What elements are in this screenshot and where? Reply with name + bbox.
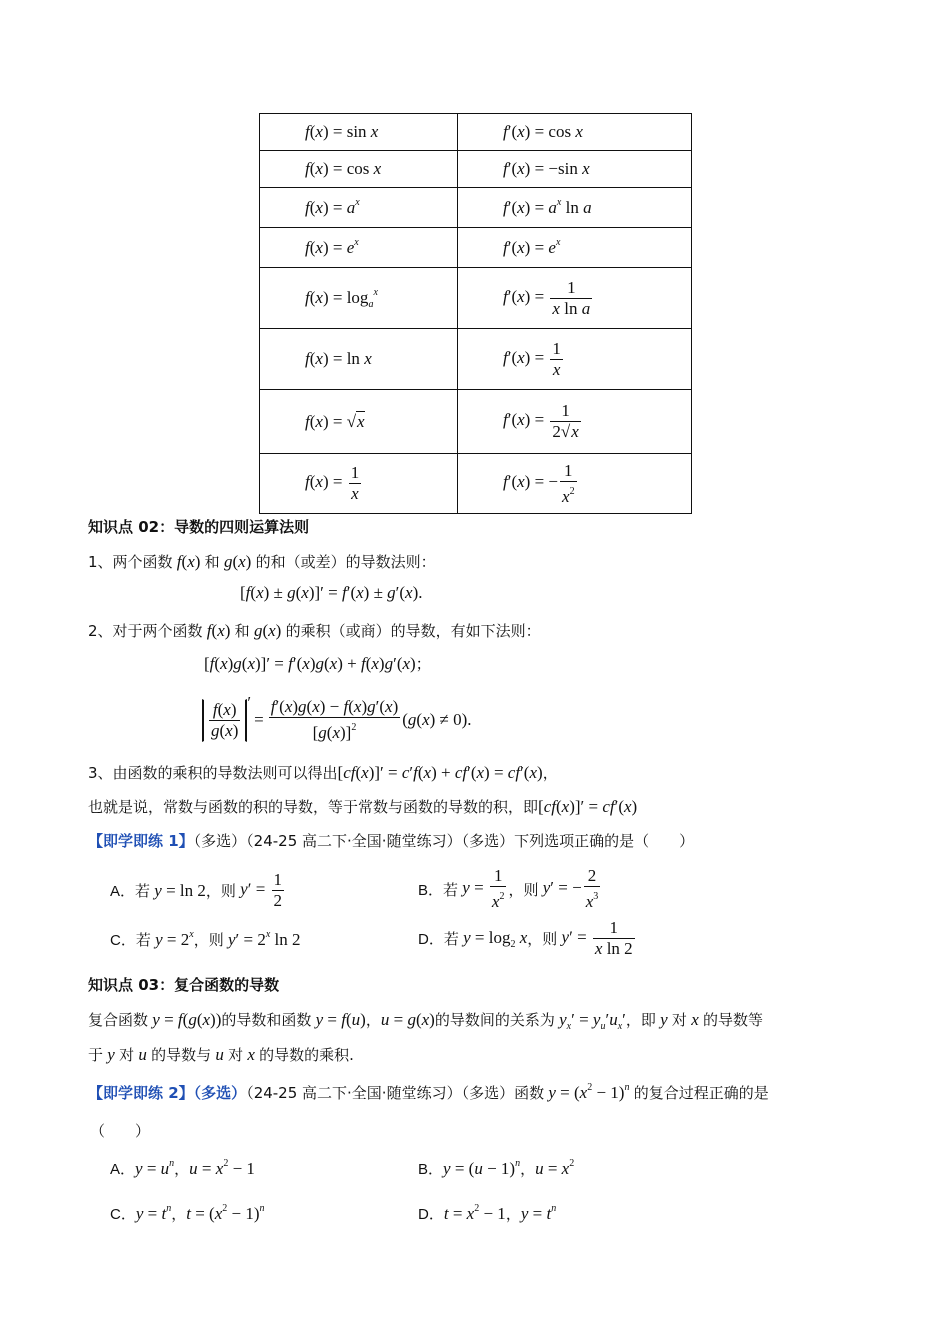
- option-a-ruo: 若: [135, 882, 151, 900]
- table-row: [260, 228, 692, 268]
- product-rule-formula: [f(x)g(x)]′ = f′(x)g(x) + f(x)g′(x)；: [204, 654, 431, 673]
- exercise-2-stem: （24-25 高二下·全国·随堂练习）（多选）函数: [246, 1084, 545, 1102]
- option-c-ze: 则: [208, 931, 224, 949]
- table-cell-function: f(x) = $\frac{1}{x}$: [260, 454, 458, 514]
- table-row: [260, 329, 692, 390]
- ex2-option-b[interactable]: B．$y = (u - 1)^n$，$u = x^2$: [418, 1158, 575, 1178]
- kp02-item2-text-b: 的乘积（或商）的导数，有如下法则：: [285, 622, 541, 640]
- kp02-item2-text-a: 2、对于两个函数: [88, 622, 203, 640]
- table-cell-derivative: f′(x) = $\frac{1}{x}$: [458, 329, 692, 390]
- kp03-heading: 知识点 03：复合函数的导数: [88, 976, 280, 994]
- kp02-item2: 2、对于两个函数 f(x) 和 g(x) 的乘积（或商）的导数，有如下法则：: [88, 621, 541, 640]
- table-cell-function: $f(x) = e^x$: [260, 228, 458, 268]
- option-a-ze: 则: [220, 882, 236, 900]
- kp02-item3-cont-text: 也就是说，常数与函数的积的导数，等于常数与函数的导数的积，即: [88, 798, 539, 816]
- quotient-rule-formula: $\frac{f(x)}{g(x)}$ ′ = $\frac{f'(x)g(x) - f(x)g'(x)}{[g(x)]^2}$ ( g ( x ) ≠ 0) .: [202, 697, 472, 743]
- exercise-2-answer-paren: （ ）: [90, 1122, 151, 1140]
- option-b-label: B．: [418, 881, 444, 899]
- option-c-label: C．: [110, 932, 136, 949]
- kp03-text-10: 对: [228, 1046, 244, 1064]
- table-cell-function: f(x) = cos x: [260, 151, 458, 188]
- kp02-item1-text-a: 1、两个函数: [88, 553, 173, 571]
- sum-rule-period: .: [418, 583, 423, 602]
- ex1-option-a[interactable]: A． 若 y = ln 2 ， 则 y′ = $\frac{1}{2}$: [110, 870, 283, 910]
- kp03-text-9: 的导数与: [151, 1046, 212, 1064]
- kp03-text-4: ，即: [625, 1011, 656, 1029]
- kp02-item3-comma: ，: [542, 764, 558, 782]
- derivative-table: [259, 113, 692, 514]
- ex2-option-a-label: A．: [110, 1161, 136, 1178]
- option-c-ruo: 若: [135, 931, 151, 949]
- table-row: [260, 390, 692, 454]
- table-cell-derivative: f′(x) = −sin x: [458, 151, 692, 188]
- kp02-item1-text-b: 的和（或差）的导数法则：: [255, 553, 436, 571]
- ex2-option-a[interactable]: A．$y = u^n$，$u = x^2 - 1$: [110, 1158, 255, 1178]
- ex2-option-d[interactable]: D．$t = x^2 - 1$，$y = t^n$: [418, 1203, 557, 1223]
- table-row: [260, 114, 692, 151]
- ex1-option-c[interactable]: C． 若 $y = 2^x$ ， 则 $y' = 2^x$ ln 2: [110, 929, 301, 949]
- ex2-option-b-label: B．: [418, 1161, 444, 1178]
- option-d-ruo: 若: [443, 930, 459, 948]
- exercise-2-tag: 【即学即练 2】: [88, 1084, 194, 1102]
- exercise-2-tag-multi: （多选）: [193, 1084, 247, 1102]
- kp03-line2: 于 y 对 u 的导数与 u 对 x 的导数的乘积.: [88, 1045, 354, 1064]
- table-cell-function: $f(x) = \log_a^x$: [260, 268, 458, 329]
- kp02-item3: 3、由函数的乘积的导数法则可以得出[cf(x)]′ = c′f(x) + cf′(x) = cf′(x)，: [88, 763, 558, 782]
- exercise-2-stem-tail: 的复合过程正确的是: [633, 1084, 769, 1102]
- option-d-ze: 则: [542, 930, 558, 948]
- kp03-text-11: 的导数的乘积.: [259, 1046, 354, 1064]
- table-cell-function: f(x) = ln x: [260, 329, 458, 390]
- kp02-item1-and: 和: [204, 553, 220, 571]
- exercise-2-header: 【即学即练 2】（多选）（24-25 高二下·全国·随堂练习）（多选）函数 $y = (x^2 - 1)^n$ 的复合过程正确的是: [88, 1082, 769, 1102]
- quotient-rule-period: .: [467, 710, 472, 729]
- kp03-line1: 复合函数 y = f(g(x))的导数和函数 y = f(u)，u = g(x)的导数间的关系为 $y_x' = y_u'u_x'$，即 y 对 x 的导数等: [88, 1010, 763, 1032]
- table-row: [260, 268, 692, 329]
- table-cell-derivative: f′(x) = $\frac{1}{2√x}$: [458, 390, 692, 454]
- table-cell-function: f(x) = √x: [260, 390, 458, 454]
- table-row: [260, 151, 692, 188]
- table-cell-derivative: f′(x) = $\frac{1}{\text{x ln a}}$: [458, 268, 692, 329]
- ex2-option-c[interactable]: C．$y = t^n$，$t = (x^2 - 1)^n$: [110, 1203, 265, 1223]
- exercise-1-tag: 【即学即练 1】: [88, 832, 194, 850]
- kp02-item1: 1、两个函数 f(x) 和 g(x) 的和（或差）的导数法则：: [88, 552, 436, 571]
- table-cell-derivative: $f'(x) = e^x$: [458, 228, 692, 268]
- product-rule-semicolon: ；: [415, 655, 431, 673]
- table-cell-derivative: f′(x) = − $\frac{1}{x^2}$: [458, 454, 692, 514]
- kp03-text-6: 的导数等: [702, 1011, 763, 1029]
- table-row: [260, 188, 692, 228]
- kp02-item3-cont: 也就是说，常数与函数的积的导数，等于常数与函数的导数的积，即[cf(x)]′ = cf′(x): [88, 797, 638, 816]
- kp02-item2-and: 和: [234, 622, 250, 640]
- sum-rule-formula: [f(x) ± g(x)]′ = f′(x) ± g′(x).: [240, 583, 423, 602]
- table-cell-derivative: $f'(x) = a^x$ ln a: [458, 188, 692, 228]
- table-cell-function: $f(x) = a^x$: [260, 188, 458, 228]
- kp03-text-1: 复合函数: [88, 1011, 149, 1029]
- table-cell-function: f(x) = sin x: [260, 114, 458, 151]
- kp02-item3-text: 3、由函数的乘积的导数法则可以得出: [88, 764, 338, 782]
- exercise-1-stem: （多选）（24-25 高二下·全国·随堂练习）（多选）下列选项正确的是（ ）: [193, 832, 695, 850]
- option-a-label: A．: [110, 883, 136, 900]
- kp02-heading: 知识点 02：导数的四则运算法则: [88, 518, 310, 536]
- exercise-1-header: [88, 830, 694, 851]
- kp03-text-3: 的导数间的关系为: [434, 1011, 555, 1029]
- ex1-option-d[interactable]: D． 若 $y = \log_2 x$ ， 则 y′ = $\frac{1}{\text{x ln 2}}$: [418, 918, 633, 958]
- table-row: [260, 454, 692, 514]
- kp03-text-2: 的导数和函数: [221, 1011, 312, 1029]
- kp03-text-8: 对: [119, 1046, 135, 1064]
- option-d-label: D．: [418, 931, 444, 948]
- option-b-ruo: 若: [443, 880, 459, 899]
- kp03-text-5: 对: [671, 1011, 687, 1029]
- ex2-option-c-label: C．: [110, 1206, 136, 1223]
- option-b-ze: 则: [523, 880, 539, 899]
- table-cell-derivative: f′(x) = cos x: [458, 114, 692, 151]
- kp03-text-7: 于: [88, 1046, 104, 1064]
- ex2-option-d-label: D．: [418, 1206, 444, 1223]
- ex1-option-b[interactable]: B． 若 y = $\frac{1}{x^2}$ ， 则 y′ = − $\frac{2}{x^3}$: [418, 866, 599, 911]
